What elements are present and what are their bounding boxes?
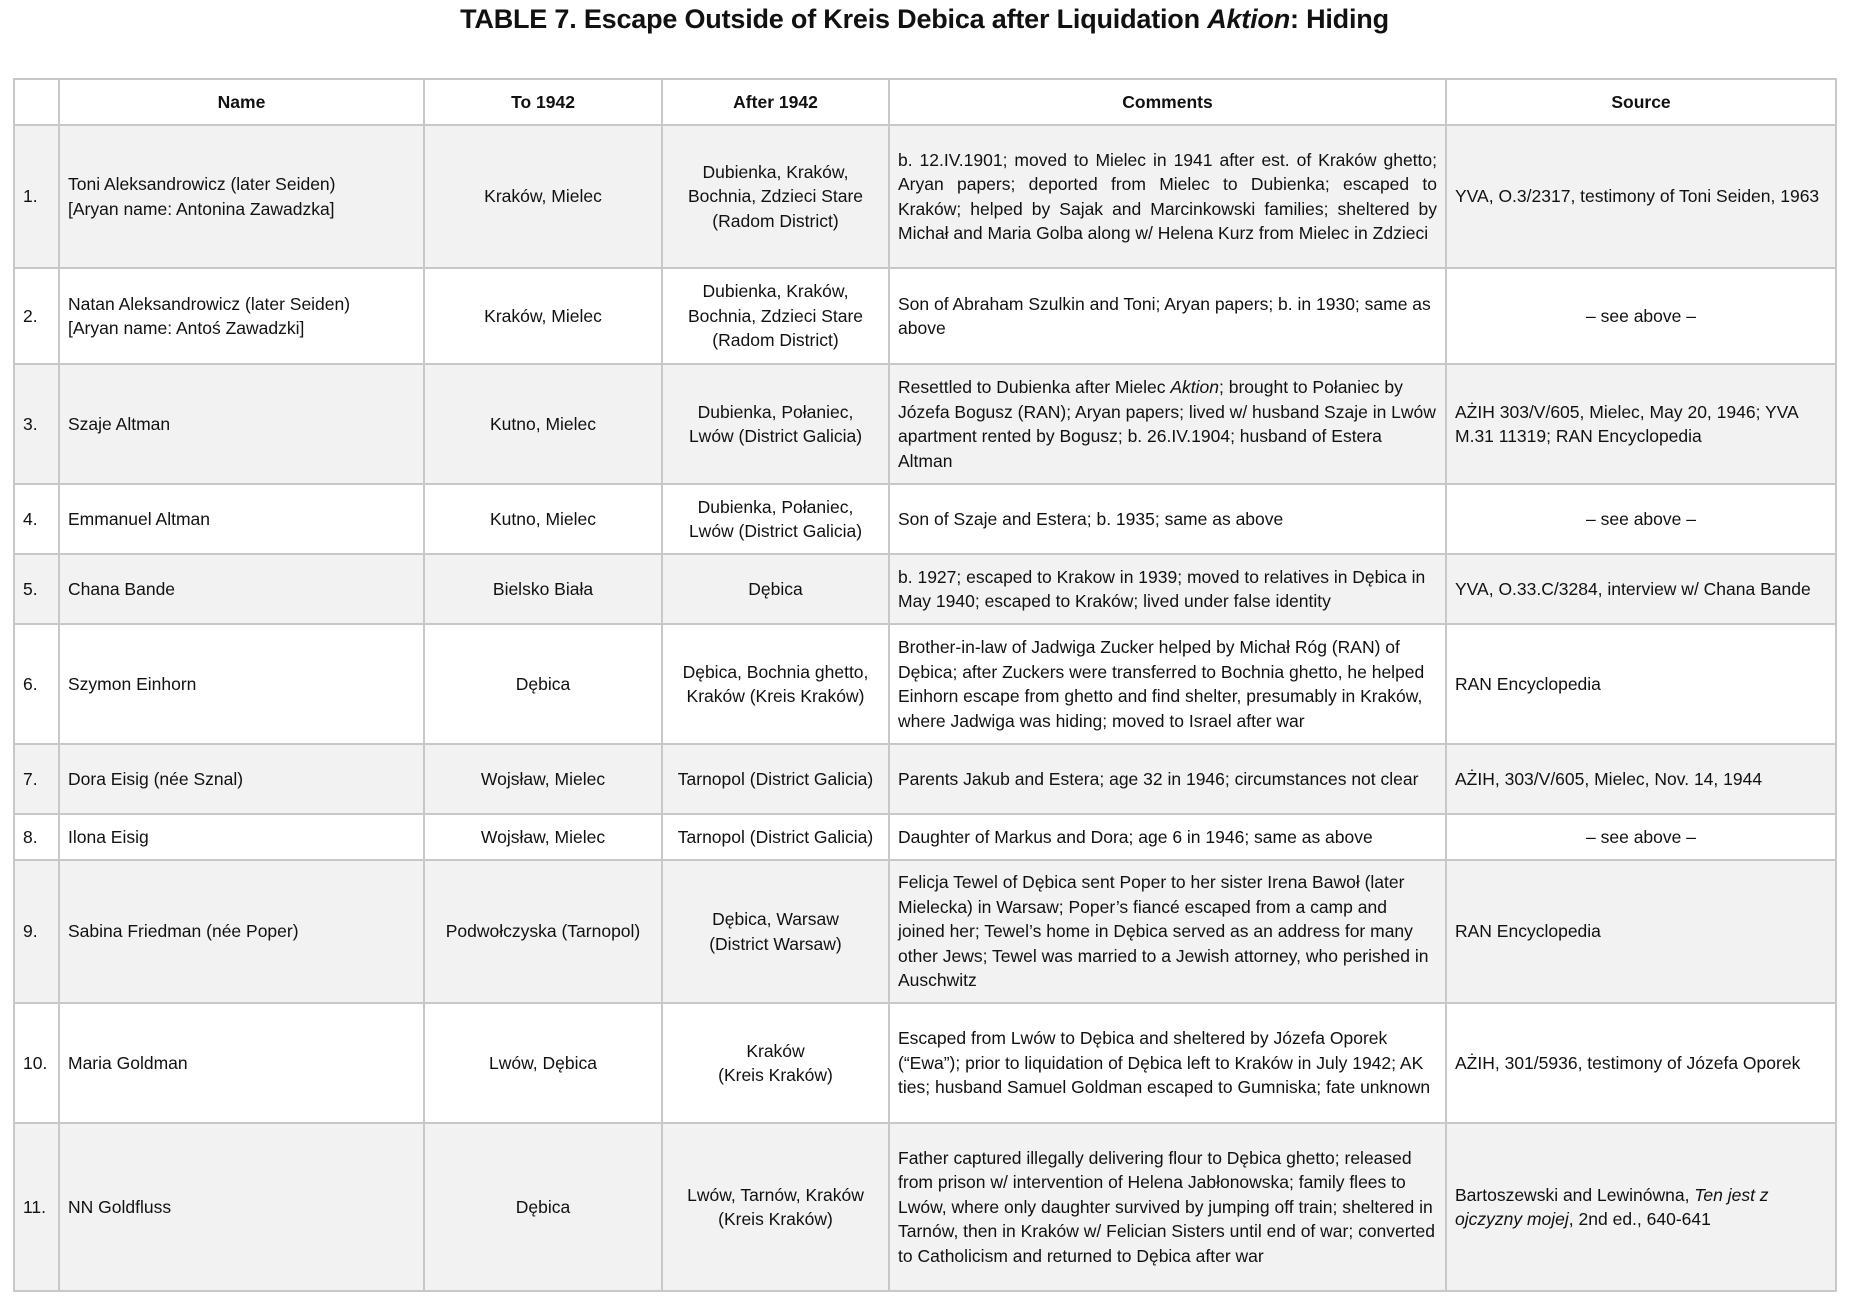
person-name	[59, 125, 424, 268]
name-line: Szaje Altman	[68, 413, 171, 434]
source-cell: RAN Encyclopedia	[1446, 860, 1836, 1003]
to-1942-cell: Kutno, Mielec	[424, 364, 662, 484]
table-row	[14, 814, 1836, 860]
person-name	[59, 364, 424, 484]
comments-cell: b. 1927; escaped to Krakow in 1939; moved to relatives in Dębica in May 1940; escaped to Kraków; lived under false identity	[889, 554, 1446, 624]
source-cell: RAN Encyclopedia	[1446, 624, 1836, 744]
after-1942-cell	[662, 268, 889, 364]
after-line: Tarnopol (District Galicia)	[677, 768, 874, 789]
row-number: 1.	[14, 125, 59, 268]
page-title	[0, 4, 1849, 35]
hiding-table	[13, 78, 1837, 1292]
name-line: Emmanuel Altman	[68, 508, 211, 529]
comments-cell: b. 12.IV.1901; moved to Mielec in 1941 after est. of Kraków ghetto; Aryan papers; deported from Mielec to Dubienka; escaped to Kraków; helped by Sajak and Marcinkowski families; sheltered by Michał and Maria Golba along w/ Helena Kurz from Mielec in Zdzieci	[889, 125, 1446, 268]
after-line: Dębica, Warsaw	[712, 909, 839, 929]
table-row	[14, 1123, 1836, 1291]
row-number: 9.	[14, 860, 59, 1003]
after-line: Lwów (District Galicia)	[688, 521, 863, 541]
to-1942-cell: Kutno, Mielec	[424, 484, 662, 554]
after-1942-cell	[662, 860, 889, 1003]
person-name	[59, 814, 424, 860]
name-line: Szymon Einhorn	[68, 673, 197, 694]
row-number: 3.	[14, 364, 59, 484]
comments-text: ; brought to Połaniec by Józefa Bogusz (RAN); Aryan papers; lived w/ husband Szaje in Lwów apartment rented by Bogusz; b. 26.IV.1904; husband of Estera Altman	[898, 377, 1436, 471]
person-name	[59, 1123, 424, 1291]
after-1942-cell	[662, 624, 889, 744]
after-line: Tarnopol (District Galicia)	[677, 826, 874, 847]
source-italic-title: Ten jest z ojczyzny mojej	[1455, 1184, 1769, 1229]
person-name	[59, 268, 424, 364]
table-row	[14, 364, 1836, 484]
name-line: [Aryan name: Antonina Zawadzka]	[68, 198, 335, 219]
after-1942-cell	[662, 814, 889, 860]
table-row	[14, 268, 1836, 364]
after-line: (District Warsaw)	[709, 933, 842, 954]
to-1942-cell: Wojsław, Mielec	[424, 814, 662, 860]
name-line: Natan Aleksandrowicz (later Seiden)	[68, 293, 351, 314]
after-line: (Kreis Kraków)	[718, 1065, 833, 1085]
after-line: Lwów (District Galicia)	[688, 426, 863, 446]
source-cell: – see above –	[1446, 484, 1836, 554]
name-line: Maria Goldman	[68, 1052, 188, 1073]
row-number: 2.	[14, 268, 59, 364]
to-1942-cell: Podwołczyska (Tarnopol)	[424, 860, 662, 1003]
comments-cell: Son of Abraham Szulkin and Toni; Aryan papers; b. in 1930; same as above	[889, 268, 1446, 364]
name-line: Sabina Friedman (née Poper)	[68, 921, 299, 942]
comments-italic: Aktion	[1170, 377, 1220, 397]
to-1942-cell: Dębica	[424, 1123, 662, 1291]
comments-cell	[889, 364, 1446, 484]
table-row	[14, 624, 1836, 744]
table-row	[14, 744, 1836, 814]
name-line: NN Goldfluss	[68, 1196, 172, 1217]
name-line: Ilona Eisig	[68, 826, 149, 847]
after-1942-cell	[662, 744, 889, 814]
after-line: (Radom District)	[712, 330, 839, 351]
after-1942-cell	[662, 484, 889, 554]
person-name	[59, 1003, 424, 1123]
title-italic: Aktion	[1207, 4, 1290, 34]
source-cell: – see above –	[1446, 814, 1836, 860]
row-number: 10.	[14, 1003, 59, 1123]
title-suffix: : Hiding	[1289, 4, 1389, 34]
person-name	[59, 554, 424, 624]
person-name	[59, 860, 424, 1003]
header-comments: Comments	[889, 79, 1446, 125]
table-row	[14, 860, 1836, 1003]
after-1942-cell	[662, 364, 889, 484]
source-text: Bartoszewski and Lewinówna,	[1455, 1184, 1695, 1205]
to-1942-cell: Bielsko Biała	[424, 554, 662, 624]
comments-cell: Escaped from Lwów to Dębica and sheltered by Józefa Oporek (“Ewa”); prior to liquidation of Dębica left to Kraków in July 1942; AK ties; husband Samuel Goldman escaped to Gumniska; fate unknown	[889, 1003, 1446, 1123]
row-number: 4.	[14, 484, 59, 554]
person-name	[59, 624, 424, 744]
after-line: Dubienka, Połaniec,	[697, 401, 854, 422]
source-cell: – see above –	[1446, 268, 1836, 364]
title-prefix: TABLE 7. Escape Outside of Kreis Debica after Liquidation	[460, 4, 1208, 34]
to-1942-cell: Dębica	[424, 624, 662, 744]
source-cell: YVA, O.33.C/3284, interview w/ Chana Bande	[1446, 554, 1836, 624]
row-number: 8.	[14, 814, 59, 860]
header-source: Source	[1446, 79, 1836, 125]
source-cell: AŻIH, 301/5936, testimony of Józefa Oporek	[1446, 1003, 1836, 1123]
row-number: 6.	[14, 624, 59, 744]
table-row	[14, 1003, 1836, 1123]
name-line: Chana Bande	[68, 578, 176, 599]
after-line: Kraków (Kreis Kraków)	[686, 686, 865, 706]
comments-cell: Felicja Tewel of Dębica sent Poper to her sister Irena Bawoł (later Mielecka) in Warsaw; Poper’s fiancé escaped from a camp and joined her; Tewel’s home in Dębica served as an address for many other Jews; Tewel was married to a Jewish attorney, who perished in Auschwitz	[889, 860, 1446, 1003]
after-1942-cell	[662, 1003, 889, 1123]
source-cell: AŻIH 303/V/605, Mielec, May 20, 1946; YVA M.31 11319; RAN Encyclopedia	[1446, 364, 1836, 484]
after-1942-cell	[662, 554, 889, 624]
after-line: Bochnia, Zdzieci Stare	[687, 305, 864, 326]
comments-cell: Father captured illegally delivering flour to Dębica ghetto; released from prison w/ intervention of Helena Jabłonowska; family flees to Lwów, where only daughter survived by jumping off train; sheltered in Tarnów, then in Kraków w/ Felician Sisters until end of war; converted to Catholicism and returned to Dębica after war	[889, 1123, 1446, 1291]
row-number: 5.	[14, 554, 59, 624]
header-to-1942: To 1942	[424, 79, 662, 125]
name-line: Dora Eisig (née Sznal)	[68, 768, 244, 789]
comments-cell: Daughter of Markus and Dora; age 6 in 1946; same as above	[889, 814, 1446, 860]
row-number: 11.	[14, 1123, 59, 1291]
comments-text: Resettled to Dubienka after Mielec	[898, 377, 1171, 397]
person-name	[59, 744, 424, 814]
person-name	[59, 484, 424, 554]
after-line: Dubienka, Kraków,	[702, 281, 849, 302]
source-text: , 2nd ed., 640-641	[1568, 1209, 1711, 1229]
after-line: Dubienka, Kraków,	[702, 161, 849, 182]
after-line: Kraków	[746, 1040, 805, 1061]
after-line: (Kreis Kraków)	[718, 1209, 833, 1229]
header-num	[14, 79, 59, 125]
header-after-1942: After 1942	[662, 79, 889, 125]
table-row	[14, 125, 1836, 268]
to-1942-cell: Kraków, Mielec	[424, 268, 662, 364]
after-line: Dębica	[748, 578, 803, 599]
source-cell	[1446, 1123, 1836, 1291]
to-1942-cell: Wojsław, Mielec	[424, 744, 662, 814]
after-line: Lwów, Tarnów, Kraków	[687, 1184, 864, 1205]
after-line: Dubienka, Połaniec,	[697, 496, 854, 517]
header-row	[14, 79, 1836, 125]
name-line: [Aryan name: Antoś Zawadzki]	[68, 318, 305, 338]
after-line: Dębica, Bochnia ghetto,	[682, 661, 869, 682]
source-cell: YVA, O.3/2317, testimony of Toni Seiden, 1963	[1446, 125, 1836, 268]
after-1942-cell	[662, 125, 889, 268]
comments-cell: Parents Jakub and Estera; age 32 in 1946; circumstances not clear	[889, 744, 1446, 814]
after-line: (Radom District)	[712, 210, 839, 231]
to-1942-cell: Kraków, Mielec	[424, 125, 662, 268]
comments-cell: Son of Szaje and Estera; b. 1935; same as above	[889, 484, 1446, 554]
row-number: 7.	[14, 744, 59, 814]
after-line: Bochnia, Zdzieci Stare	[687, 186, 864, 207]
comments-cell: Brother-in-law of Jadwiga Zucker helped by Michał Róg (RAN) of Dębica; after Zuckers were transferred to Bochnia ghetto, he helped Einhorn escape from ghetto and find shelter, presumably in Kraków, where Jadwiga was hiding; moved to Israel after war	[889, 624, 1446, 744]
table-row	[14, 484, 1836, 554]
to-1942-cell: Lwów, Dębica	[424, 1003, 662, 1123]
header-name: Name	[59, 79, 424, 125]
table-body	[14, 125, 1836, 1291]
source-cell: AŻIH, 303/V/605, Mielec, Nov. 14, 1944	[1446, 744, 1836, 814]
table-row	[14, 554, 1836, 624]
after-1942-cell	[662, 1123, 889, 1291]
name-line: Toni Aleksandrowicz (later Seiden)	[68, 174, 336, 194]
